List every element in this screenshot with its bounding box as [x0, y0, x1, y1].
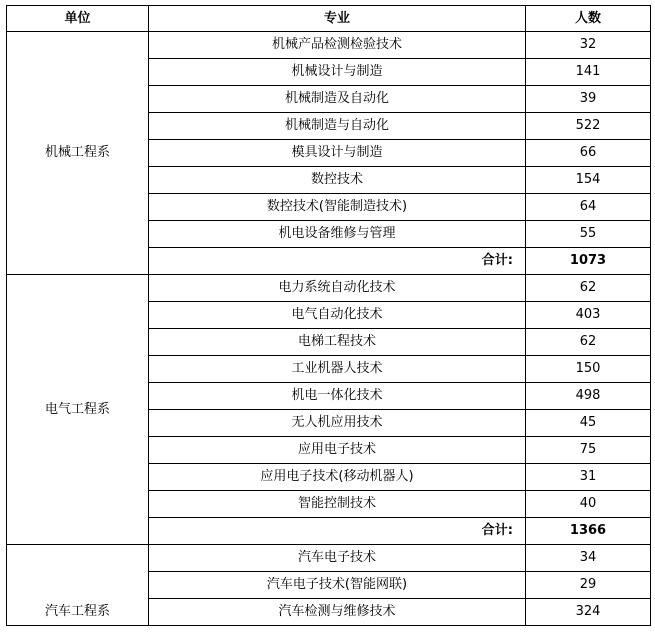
major-name: 应用电子技术(移动机器人) [149, 464, 526, 491]
student-count: 45 [526, 410, 651, 437]
student-count: 154 [526, 167, 651, 194]
student-count: 55 [526, 221, 651, 248]
table-row [7, 32, 651, 59]
student-count: 29 [526, 572, 651, 599]
subtotal-value: 1366 [526, 518, 651, 545]
major-name: 机械制造及自动化 [149, 86, 526, 113]
major-name: 汽车电子技术 [149, 545, 526, 572]
student-count: 62 [526, 329, 651, 356]
student-count: 32 [526, 32, 651, 59]
department-name: 汽车工程系 [7, 545, 149, 626]
student-count: 66 [526, 140, 651, 167]
subtotal-value: 1073 [526, 248, 651, 275]
student-count: 522 [526, 113, 651, 140]
student-count: 498 [526, 383, 651, 410]
student-count: 31 [526, 464, 651, 491]
student-count: 403 [526, 302, 651, 329]
major-name: 机电设备维修与管理 [149, 221, 526, 248]
table-body [7, 32, 651, 626]
major-name: 电梯工程技术 [149, 329, 526, 356]
major-name: 电力系统自动化技术 [149, 275, 526, 302]
header-row [7, 6, 651, 32]
student-count: 141 [526, 59, 651, 86]
major-name: 汽车检测与维修技术 [149, 599, 526, 626]
major-name: 电气自动化技术 [149, 302, 526, 329]
subtotal-label: 合计: [149, 248, 526, 275]
student-count: 62 [526, 275, 651, 302]
major-name: 机电一体化技术 [149, 383, 526, 410]
major-name: 模具设计与制造 [149, 140, 526, 167]
table-row [7, 545, 651, 572]
major-name: 无人机应用技术 [149, 410, 526, 437]
major-name: 数控技术(智能制造技术) [149, 194, 526, 221]
major-name: 工业机器人技术 [149, 356, 526, 383]
enrollment-table [6, 5, 651, 626]
department-name: 机械工程系 [7, 32, 149, 275]
header-count: 人数 [526, 6, 651, 32]
department-name: 电气工程系 [7, 275, 149, 545]
major-name: 机械产品检测检验技术 [149, 32, 526, 59]
major-name: 机械制造与自动化 [149, 113, 526, 140]
major-name: 机械设计与制造 [149, 59, 526, 86]
subtotal-label: 合计: [149, 518, 526, 545]
student-count: 39 [526, 86, 651, 113]
student-count: 34 [526, 545, 651, 572]
major-name: 智能控制技术 [149, 491, 526, 518]
header-unit: 单位 [7, 6, 149, 32]
student-count: 75 [526, 437, 651, 464]
major-name: 数控技术 [149, 167, 526, 194]
table-row [7, 275, 651, 302]
student-count: 324 [526, 599, 651, 626]
student-count: 64 [526, 194, 651, 221]
major-name: 汽车电子技术(智能网联) [149, 572, 526, 599]
major-name: 应用电子技术 [149, 437, 526, 464]
header-major: 专业 [149, 6, 526, 32]
student-count: 150 [526, 356, 651, 383]
student-count: 40 [526, 491, 651, 518]
